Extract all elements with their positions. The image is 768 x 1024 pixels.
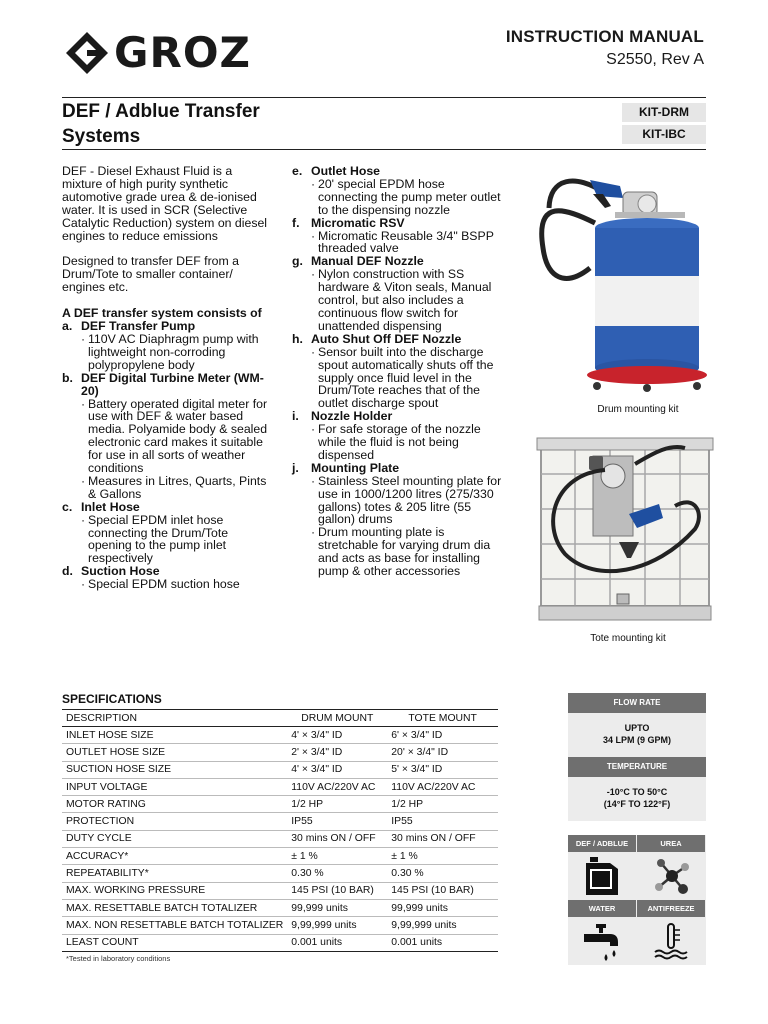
drum-mount-cell: 4' × 3/4" ID (287, 727, 387, 744)
fluid-def-adblue: DEF / ADBLUE (568, 835, 637, 900)
column-header: DESCRIPTION (62, 710, 287, 727)
water-tap-icon (584, 922, 622, 962)
tote-mount-cell: 6' × 3/4" ID (387, 727, 498, 744)
table-row (62, 917, 498, 934)
drum-mount-cell: 30 mins ON / OFF (287, 830, 387, 847)
spec-description-cell: MAX. RESETTABLE BATCH TOTALIZER (62, 899, 287, 916)
component-item: h. Auto Shut Off DEF Nozzle · Sensor built into the discharge spout automatically shuts off the supply once fluid level in the Drum/Tote reaches that of the outlet discharge spout (292, 331, 494, 411)
drum-mount-cell: ± 1 % (287, 848, 387, 865)
table-row (62, 778, 498, 795)
performance-panel (568, 693, 706, 821)
drum-mounting-kit-image (535, 168, 715, 400)
column-header: TOTE MOUNT (387, 710, 498, 727)
table-row (62, 899, 498, 916)
tote-image-caption: Tote mounting kit (590, 633, 666, 644)
jerry-can-icon (584, 857, 620, 895)
table-header-row (62, 710, 498, 727)
divider (62, 97, 706, 98)
temperature-value-line1: -10°C TO 50°C (606, 787, 668, 797)
spec-description-cell: MOTOR RATING (62, 796, 287, 813)
component-item: d. Suction Hose · Special EPDM suction hose (62, 564, 240, 592)
tote-mount-cell: 20' × 3/4" ID (387, 744, 498, 761)
footnote: *Tested in laboratory conditions (66, 954, 171, 963)
table-row (62, 796, 498, 813)
drum-mount-cell: 1/2 HP (287, 796, 387, 813)
spec-description-cell: INLET HOSE SIZE (62, 727, 287, 744)
tote-mount-cell: ± 1 % (387, 848, 498, 865)
drum-mount-cell: 110V AC/220V AC (287, 778, 387, 795)
spec-description-cell: INPUT VOLTAGE (62, 778, 287, 795)
tote-mount-cell: 5' × 3/4" ID (387, 761, 498, 778)
table-row (62, 813, 498, 830)
drum-mount-cell: 4' × 3/4" ID (287, 761, 387, 778)
kit-badge-drm: KIT-DRM (622, 103, 706, 122)
manual-title: INSTRUCTION MANUAL (505, 27, 704, 46)
tote-mount-cell: 1/2 HP (387, 796, 498, 813)
kit-badge-ibc: KIT-IBC (622, 125, 706, 144)
groz-logo-mark-icon (64, 30, 110, 76)
component-item: j. Mounting Plate · Stainless Steel mounting plate for use in 1000/1200 litres (275/330 gallons) totes & 205 litre (55 gallon) drums · Drum mounting plate is stretchable for varying drum dia and acts as base for installing pump & other accessories (292, 460, 502, 579)
components-heading: A DEF transfer system consists of (62, 306, 262, 321)
tote-mounting-kit-image (535, 434, 715, 624)
compatible-fluids-panel (568, 835, 706, 965)
manual-revision: S2550, Rev A (606, 51, 704, 68)
flow-rate-label: FLOW RATE (568, 693, 706, 713)
table-row (62, 727, 498, 744)
intro-paragraph: Designed to transfer DEF from a Drum/Tote to smaller container/ engines etc. (62, 254, 240, 295)
text-column-right (292, 165, 502, 578)
table-row (62, 744, 498, 761)
table-row (62, 761, 498, 778)
drum-mount-cell: 0.30 % (287, 865, 387, 882)
drum-mount-cell: 0.001 units (287, 934, 387, 951)
component-item: b. DEF Digital Turbine Meter (WM-20) · Battery operated digital meter for use with DEF & water based media. Polyamide body & sealed electronic card makes it suitable for use in all sorts of weather conditions · Measures in Litres, Quarts, Pints & Gallons (62, 370, 268, 501)
document-title: DEF / Adblue Transfer Systems (62, 101, 260, 147)
spec-description-cell: SUCTION HOSE SIZE (62, 761, 287, 778)
flow-rate-value-line1: UPTO (624, 723, 650, 733)
fluid-antifreeze: ANTIFREEZE (637, 900, 706, 965)
molecule-icon (653, 857, 691, 895)
spec-description-cell: LEAST COUNT (62, 934, 287, 951)
drum-image-caption: Drum mounting kit (597, 404, 679, 415)
component-item: f. Micromatic RSV · Micromatic Reusable 3/4" BSPP threaded valve (292, 215, 494, 256)
divider (62, 149, 706, 150)
drum-mount-cell: 2' × 3/4" ID (287, 744, 387, 761)
drum-mount-cell: 99,999 units (287, 899, 387, 916)
spec-description-cell: PROTECTION (62, 813, 287, 830)
component-item: i. Nozzle Holder · For safe storage of the nozzle while the fluid is not being dispensed (292, 409, 481, 462)
tote-mount-cell: IP55 (387, 813, 498, 830)
specifications-table (62, 709, 498, 952)
component-item: a. DEF Transfer Pump · 110V AC Diaphragm pump with lightweight non-corroding polypropylene body (62, 319, 259, 372)
text-column-left (62, 165, 272, 591)
spec-description-cell: DUTY CYCLE (62, 830, 287, 847)
table-row (62, 848, 498, 865)
drum-mount-cell: IP55 (287, 813, 387, 830)
component-item: g. Manual DEF Nozzle · Nylon construction with SS hardware & Viton seals, Manual control, but also includes a continuous flow switch for unattended dispensing (292, 254, 492, 333)
temperature-value-line2: (14°F TO 122°F) (603, 799, 671, 809)
groz-logo (64, 30, 251, 76)
table-row (62, 865, 498, 882)
tote-mount-cell: 110V AC/220V AC (387, 778, 498, 795)
component-item: c. Inlet Hose · Special EPDM inlet hose connecting the Drum/Tote opening to the pump inlet respectively (62, 499, 229, 566)
tote-mount-cell: 9,99,999 units (387, 917, 498, 934)
thermometer-icon (653, 922, 691, 962)
table-row (62, 882, 498, 899)
column-header: DRUM MOUNT (287, 710, 387, 727)
fluid-water: WATER (568, 900, 637, 965)
tote-mount-cell: 0.30 % (387, 865, 498, 882)
component-item: e. Outlet Hose · 20' special EPDM hose connecting the pump meter outlet to the dispensing nozzle (292, 164, 501, 217)
table-row (62, 830, 498, 847)
tote-mount-cell: 0.001 units (387, 934, 498, 951)
fluid-urea: UREA (637, 835, 706, 900)
flow-rate-value-line2: 34 LPM (9 GPM) (602, 735, 671, 745)
temperature-label: TEMPERATURE (568, 757, 706, 777)
spec-description-cell: MAX. WORKING PRESSURE (62, 882, 287, 899)
spec-description-cell: OUTLET HOSE SIZE (62, 744, 287, 761)
logo-text: GROZ (114, 28, 251, 77)
drum-mount-cell: 145 PSI (10 BAR) (287, 882, 387, 899)
spec-description-cell: REPEATABILITY* (62, 865, 287, 882)
tote-mount-cell: 30 mins ON / OFF (387, 830, 498, 847)
intro-paragraph: DEF - Diesel Exhaust Fluid is a mixture of high purity synthetic automotive grade urea & de-ionised water. It is used in SCR (Selective Catalytic Reduction) system on diesel engines to reduce emissions (62, 164, 268, 243)
specifications-heading: SPECIFICATIONS (62, 692, 162, 706)
tote-mount-cell: 145 PSI (10 BAR) (387, 882, 498, 899)
drum-mount-cell: 9,99,999 units (287, 917, 387, 934)
spec-description-cell: MAX. NON RESETTABLE BATCH TOTALIZER (62, 917, 287, 934)
tote-mount-cell: 99,999 units (387, 899, 498, 916)
table-row (62, 934, 498, 951)
spec-description-cell: ACCURACY* (62, 848, 287, 865)
